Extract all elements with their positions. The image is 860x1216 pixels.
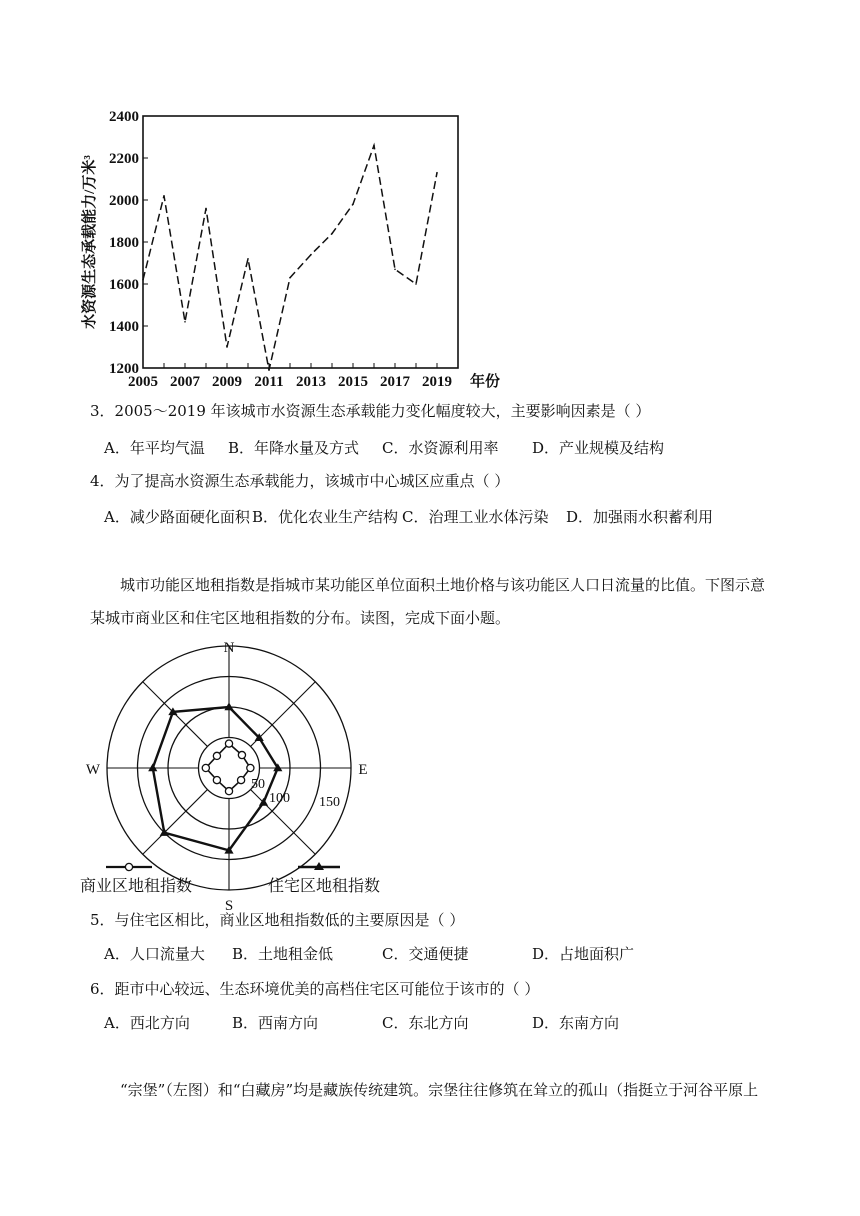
question-5-option-a[interactable]: A．人口流量大	[104, 945, 205, 963]
direction-label-W: W	[85, 762, 101, 778]
commercial-point-NW	[213, 752, 220, 759]
data-point-2015	[352, 203, 354, 205]
series-commercial-polygon	[206, 744, 251, 792]
question-4-stem: 4．为了提高水资源生态承载能力，该城市中心城区应重点（ ）	[90, 472, 510, 490]
y-tick-label-1400: 1400	[109, 319, 139, 335]
residential-point-W	[148, 763, 157, 771]
data-point-2011	[268, 369, 270, 371]
question-3-option-d[interactable]: D．产业规模及结构	[532, 439, 665, 457]
passage-2-line-1: 城市功能区地租指数是指城市某功能区单位面积土地价格与该功能区人口日流量的比值。下图示意	[120, 576, 766, 594]
question-3-option-b[interactable]: B．年降水量及方式	[228, 439, 360, 457]
water-capacity-line-chart	[70, 100, 510, 395]
question-5-option-b[interactable]: B．土地租金低	[232, 945, 334, 963]
y-tick-label-2400: 2400	[109, 109, 139, 125]
data-point-2017	[394, 269, 396, 271]
x-tick-label-2013: 2013	[296, 374, 326, 390]
passage-2-line-2: 某城市商业区和住宅区地租指数的分布。读图，完成下面小题。	[90, 609, 511, 627]
direction-label-E: E	[358, 762, 368, 778]
data-point-2005	[142, 279, 144, 281]
data-point-2016	[373, 145, 375, 147]
question-6-stem: 6．距市中心较远、生态环境优美的高档住宅区可能位于该市的（ ）	[90, 980, 540, 998]
data-point-2019	[436, 172, 438, 174]
data-point-2009	[226, 346, 228, 348]
commercial-point-SW	[213, 776, 220, 783]
x-tick-label-2011: 2011	[254, 374, 284, 390]
question-6-option-a[interactable]: A．西北方向	[104, 1014, 190, 1032]
question-5-option-d[interactable]: D．占地面积广	[532, 945, 635, 963]
data-point-2008	[205, 208, 207, 210]
question-4-option-b[interactable]: B．优化农业生产结构	[252, 508, 399, 526]
data-point-2006	[163, 195, 165, 197]
rent-index-radar-chart	[76, 638, 406, 914]
question-3-option-c[interactable]: C．水资源利用率	[382, 439, 499, 457]
legend-residential-label: 住宅区地租指数	[268, 878, 381, 895]
question-4-option-a[interactable]: A．减少路面硬化面积	[104, 508, 250, 526]
legend-commercial-label: 商业区地租指数	[80, 878, 193, 895]
commercial-point-S	[225, 788, 232, 795]
direction-label-N: N	[223, 640, 235, 656]
commercial-point-E	[247, 764, 254, 771]
x-tick-label-2019: 2019	[422, 374, 452, 390]
data-point-2010	[247, 258, 249, 260]
passage-3-line-1: “宗堡”（左图）和“白藏房”均是藏族传统建筑。宗堡往往修筑在耸立的孤山（指挺立于河谷平原上	[120, 1081, 759, 1099]
data-point-2014	[331, 233, 333, 235]
question-3-stem: 3．2005～2019 年该城市水资源生态承载能力变化幅度较大，主要影响因素是（ ）	[90, 402, 651, 420]
commercial-point-NE	[238, 751, 245, 758]
plot-frame	[143, 116, 458, 368]
y-tick-label-1600: 1600	[109, 277, 139, 293]
question-4-option-c[interactable]: C．治理工业水体污染	[402, 508, 549, 526]
direction-label-S: S	[224, 898, 234, 914]
series-line	[143, 145, 437, 370]
commercial-point-SE	[237, 776, 244, 783]
x-tick-label-2015: 2015	[338, 374, 368, 390]
y-axis-label: 水资源生态承载能力/万米³	[82, 155, 98, 329]
y-tick-label-2200: 2200	[109, 151, 139, 167]
x-tick-label-2005: 2005	[128, 374, 158, 390]
question-3-option-a[interactable]: A．年平均气温	[104, 439, 205, 457]
question-6-option-b[interactable]: B．西南方向	[232, 1014, 319, 1032]
data-point-2018	[415, 283, 417, 285]
ring-label-100: 100	[269, 791, 290, 806]
x-tick-label-2017: 2017	[380, 374, 410, 390]
question-4-option-d[interactable]: D．加强雨水积蓄利用	[566, 508, 714, 526]
x-tick-label-2009: 2009	[212, 374, 242, 390]
data-point-2012	[289, 277, 291, 279]
ring-label-50: 50	[251, 777, 265, 792]
commercial-point-N	[225, 740, 232, 747]
question-5-stem: 5．与住宅区相比，商业区地租指数低的主要原因是（ ）	[90, 911, 465, 929]
question-6-option-c[interactable]: C．东北方向	[382, 1014, 469, 1032]
question-5-option-c[interactable]: C．交通便捷	[382, 945, 469, 963]
data-point-2007	[184, 321, 186, 323]
y-tick-label-1800: 1800	[109, 235, 139, 251]
legend-commercial-marker	[125, 863, 132, 870]
ring-label-150: 150	[319, 795, 340, 810]
x-tick-label-2007: 2007	[170, 374, 200, 390]
x-axis-label: 年份	[470, 374, 501, 390]
commercial-point-W	[202, 764, 209, 771]
spoke-SW	[143, 790, 208, 855]
data-point-2013	[310, 254, 312, 256]
y-tick-label-1200: 1200	[109, 361, 139, 377]
question-6-option-d[interactable]: D．东南方向	[532, 1014, 620, 1032]
y-tick-label-2000: 2000	[109, 193, 139, 209]
